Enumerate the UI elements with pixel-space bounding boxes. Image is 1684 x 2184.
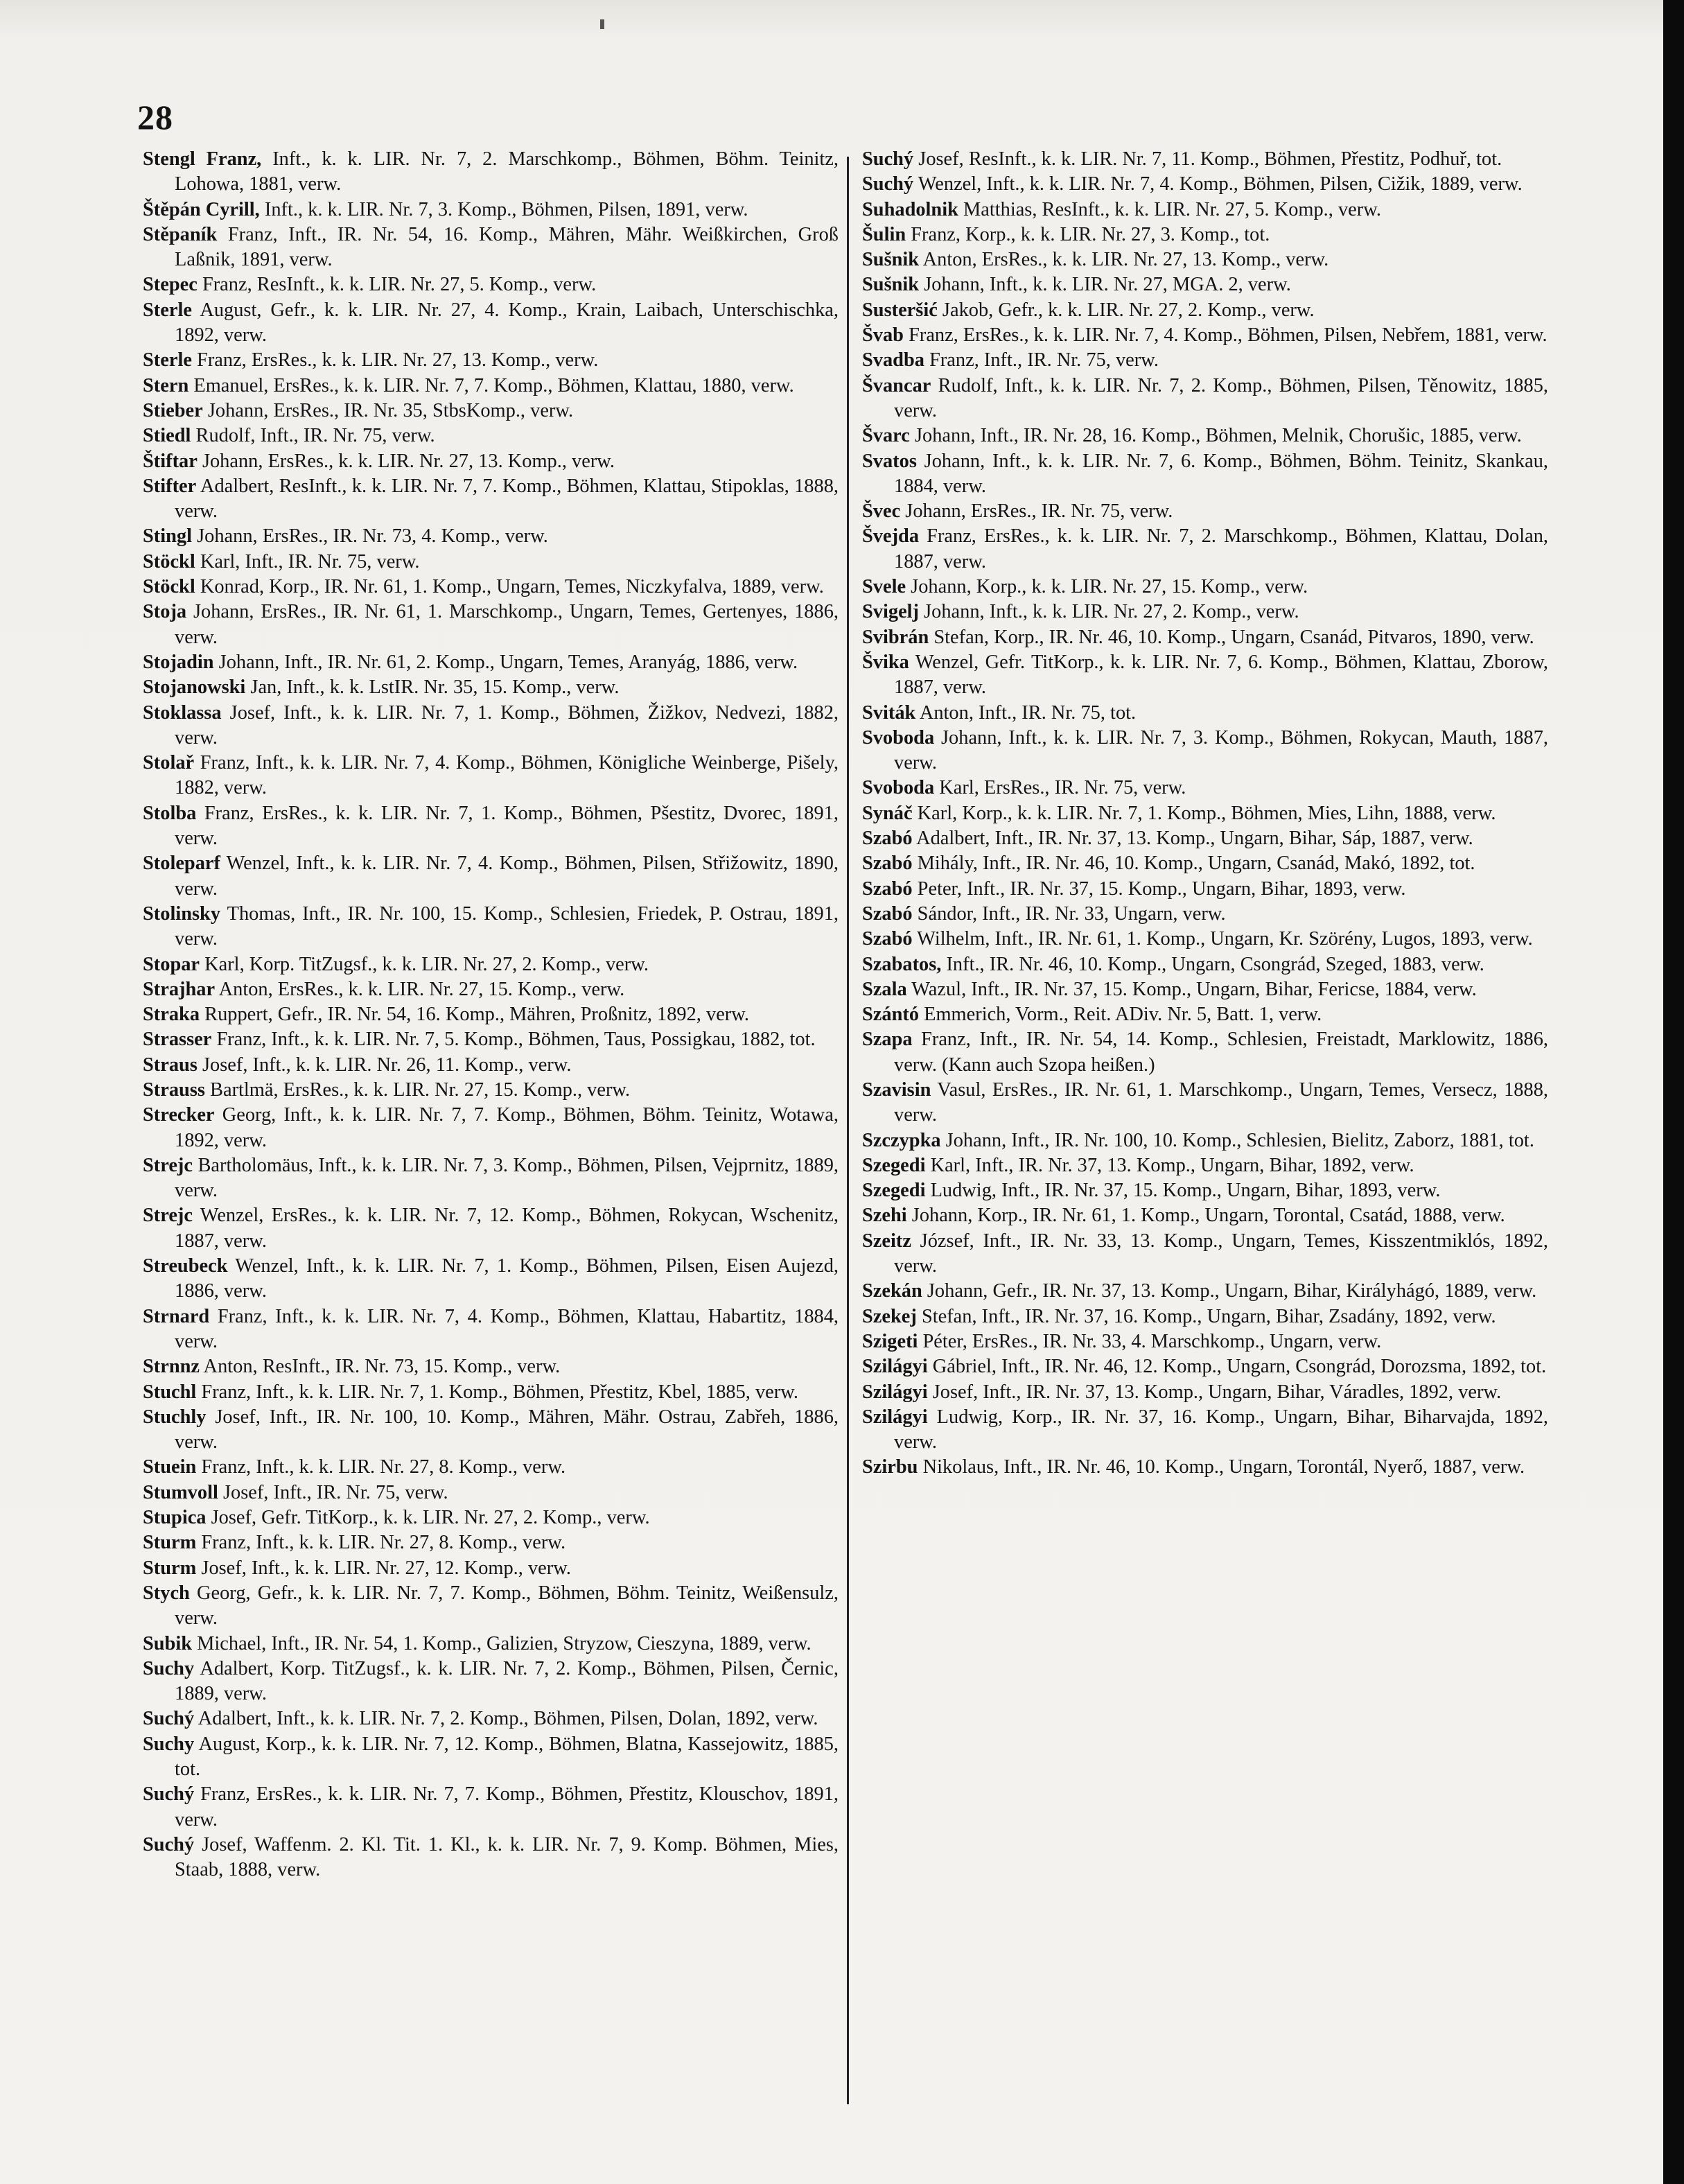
entry-surname: Szczypka: [862, 1129, 941, 1151]
entry-details: Franz, Korp., k. k. LIR. Nr. 27, 3. Komp., tot.: [906, 223, 1270, 245]
list-entry: [862, 1329, 1548, 1354]
entry-surname: Stoja: [143, 601, 187, 623]
entry-surname: Švancar: [862, 374, 931, 396]
entry-details: Johann, Inft., k. k. LIR. Nr. 7, 3. Komp., Böhmen, Rokycan, Mauth, 1887, verw.: [894, 726, 1548, 774]
entry-surname: Sušnik: [862, 249, 920, 271]
list-entry: [143, 1657, 839, 1707]
list-entry: [143, 423, 839, 448]
entry-surname: Strajhar: [143, 978, 216, 1000]
list-entry: [143, 701, 839, 751]
entry-surname: Strejc: [143, 1154, 193, 1176]
entry-surname: Streubeck: [143, 1255, 228, 1277]
entry-surname: Suchý: [862, 173, 914, 195]
list-entry: [862, 701, 1548, 726]
entry-surname: Straus: [143, 1054, 198, 1076]
entry-details: Adalbert, Korp. TitZugsf., k. k. LIR. Nr. 7, 2. Komp., Böhmen, Pilsen, Černic, 1889, verw.: [175, 1657, 839, 1705]
entry-details: Josef, Inft., k. k. LIR. Nr. 27, 12. Komp., verw.: [196, 1557, 571, 1579]
entry-surname: Szilágyi: [862, 1406, 928, 1428]
entry-details: Karl, ErsRes., IR. Nr. 75, verw.: [934, 777, 1186, 799]
entry-surname: Švab: [862, 324, 904, 347]
entry-details: Franz, Inft., k. k. LIR. Nr. 27, 8. Komp., verw.: [196, 1456, 566, 1478]
entry-surname: Szabó: [862, 877, 913, 900]
entry-surname: Szilágyi: [862, 1356, 928, 1378]
list-entry: [862, 927, 1548, 952]
entry-surname: Stingl: [143, 525, 193, 548]
list-entry: [143, 1053, 839, 1078]
list-entry: [143, 1505, 839, 1530]
entry-details: József, Inft., IR. Nr. 33, 13. Komp., Ungarn, Temes, Kisszentmiklós, 1892, verw.: [894, 1230, 1548, 1277]
entry-details: Bartholomäus, Inft., k. k. LIR. Nr. 7, 3. Komp., Böhmen, Pilsen, Vejprnitz, 1889, verw.: [175, 1154, 839, 1202]
entry-details: Georg, Gefr., k. k. LIR. Nr. 7, 7. Komp., Böhmen, Böhm. Teinitz, Weißensulz, verw.: [175, 1582, 839, 1630]
entry-surname: Svele: [862, 576, 906, 598]
column-divider: [847, 157, 849, 2104]
list-entry: [862, 272, 1548, 297]
list-entry: [862, 222, 1548, 247]
list-entry: [143, 575, 839, 600]
entry-details: Johann, ErsRes., IR. Nr. 61, 1. Marschkomp., Ungarn, Temes, Gertenyes, 1886, verw.: [175, 601, 839, 648]
entry-details: Johann, ErsRes., IR. Nr. 35, StbsKomp., verw.: [202, 399, 574, 421]
list-entry: [862, 449, 1548, 500]
list-entry: [862, 877, 1548, 902]
entry-details: Matthias, ResInft., k. k. LIR. Nr. 27, 5. Komp., verw.: [958, 198, 1381, 220]
entry-details: Stefan, Inft., IR. Nr. 37, 16. Komp., Ungarn, Bihar, Zsadány, 1892, verw.: [916, 1305, 1496, 1327]
entry-surname: Stöckl: [143, 550, 195, 573]
list-entry: [143, 1782, 839, 1833]
list-entry: [143, 198, 839, 222]
entry-details: Franz, Inft., k. k. LIR. Nr. 7, 4. Komp., Böhmen, Königliche Weinberge, Pišely, 1882, verw.: [175, 752, 839, 799]
entry-surname: Švec: [862, 500, 901, 523]
page-number: 28: [137, 98, 173, 137]
list-entry: [862, 902, 1548, 927]
entry-details: Johann, Inft., IR. Nr. 100, 10. Komp., Schlesien, Bielitz, Zaborz, 1881, tot.: [940, 1129, 1534, 1151]
entry-details: Franz, ResInft., k. k. LIR. Nr. 27, 5. Komp., verw.: [197, 274, 597, 296]
list-entry: [143, 374, 839, 399]
entry-surname: Suchy: [143, 1733, 195, 1755]
list-entry: [143, 1732, 839, 1783]
entry-surname: Svoboda: [862, 726, 935, 749]
entry-surname: Szeitz: [862, 1230, 911, 1252]
entry-surname: Suchy: [143, 1657, 195, 1679]
entry-details: Josef, Gefr. TitKorp., k. k. LIR. Nr. 27, 2. Komp., verw.: [206, 1507, 650, 1529]
list-entry: [143, 1354, 839, 1379]
entry-details: Franz, Inft., IR. Nr. 54, 16. Komp., Mähren, Mähr. Weißkirchen, Groß Laßnik, 1891, verw.: [175, 223, 839, 271]
entry-details: Johann, Gefr., IR. Nr. 37, 13. Komp., Ungarn, Bihar, Királyhágó, 1889, verw.: [922, 1280, 1537, 1302]
list-entry: [862, 147, 1548, 172]
list-entry: [143, 650, 839, 675]
entry-details: Karl, Inft., IR. Nr. 75, verw.: [195, 550, 420, 573]
entry-surname: Straka: [143, 1004, 200, 1026]
entry-details: Rudolf, Inft., IR. Nr. 75, verw.: [191, 425, 435, 447]
entry-details: Josef, Inft., IR. Nr. 100, 10. Komp., Mähren, Mähr. Ostrau, Zabřeh, 1886, verw.: [175, 1406, 839, 1453]
list-entry: [143, 272, 839, 297]
list-entry: [862, 423, 1548, 448]
entry-surname: Sterle: [143, 299, 192, 321]
list-entry: [143, 1203, 839, 1254]
entry-details: Georg, Inft., k. k. LIR. Nr. 7, 7. Komp., Böhmen, Böhm. Teinitz, Wotawa, 1892, verw.: [175, 1104, 839, 1151]
entry-surname: Stieber: [143, 399, 203, 421]
entry-details: Franz, Inft., IR. Nr. 54, 14. Komp., Schlesien, Freistadt, Marklowitz, 1886, verw. (Kann auch Szopa heißen.): [894, 1029, 1548, 1076]
list-entry: [143, 1078, 839, 1103]
entry-surname: Subik: [143, 1632, 193, 1654]
list-entry: [143, 1103, 839, 1153]
list-entry: [862, 1153, 1548, 1178]
entry-surname: Svatos: [862, 450, 917, 472]
list-entry: [143, 1027, 839, 1052]
entry-surname: Sturm: [143, 1557, 197, 1579]
list-entry: [143, 1405, 839, 1456]
entry-surname: Szavisin: [862, 1078, 931, 1101]
entry-details: Franz, Inft., k. k. LIR. Nr. 27, 8. Komp., verw.: [196, 1532, 566, 1554]
entry-surname: Švarc: [862, 425, 910, 447]
entry-surname: Szegedi: [862, 1154, 926, 1176]
list-entry: [143, 1833, 839, 1883]
list-entry: [143, 524, 839, 549]
entry-details: Nikolaus, Inft., IR. Nr. 46, 10. Komp., Ungarn, Torontál, Nyerő, 1887, verw.: [918, 1456, 1525, 1478]
entry-details: Johann, Korp., k. k. LIR. Nr. 27, 15. Komp., verw.: [906, 576, 1308, 598]
entry-details: Franz, ErsRes., k. k. LIR. Nr. 7, 7. Komp., Böhmen, Přestitz, Klouschov, 1891, verw.: [175, 1783, 839, 1831]
entry-details: Wenzel, Inft., k. k. LIR. Nr. 7, 1. Komp., Böhmen, Pilsen, Eisen Aujezd, 1886, verw.: [175, 1255, 839, 1302]
entry-details: Ludwig, Korp., IR. Nr. 37, 16. Komp., Ungarn, Bihar, Biharvajda, 1892, verw.: [894, 1406, 1548, 1453]
entry-surname: Stifter: [143, 475, 197, 497]
entry-surname: Sviták: [862, 701, 916, 724]
entry-surname: Stuchly: [143, 1406, 207, 1428]
entry-surname: Svibrán: [862, 626, 929, 648]
entry-surname: Suhadolnik: [862, 198, 958, 220]
entry-surname: Suchý: [143, 1833, 195, 1855]
entry-details: Franz, ErsRes., k. k. LIR. Nr. 7, 4. Komp., Böhmen, Pilsen, Nebřem, 1881, verw.: [903, 324, 1547, 347]
list-entry: [862, 1455, 1548, 1480]
entry-surname: Szabó: [862, 902, 913, 925]
entry-details: Franz, Inft., k. k. LIR. Nr. 7, 4. Komp., Böhmen, Klattau, Habartitz, 1884, verw.: [175, 1305, 839, 1352]
entry-details: Johann, Inft., IR. Nr. 28, 16. Komp., Böhmen, Melnik, Chorušic, 1885, verw.: [909, 425, 1522, 447]
entry-details: Johann, ErsRes., IR. Nr. 75, verw.: [900, 500, 1173, 523]
list-entry: [862, 1405, 1548, 1456]
entry-surname: Szapa: [862, 1029, 913, 1051]
entry-details: Franz, Inft., IR. Nr. 75, verw.: [924, 349, 1159, 372]
entry-surname: Szirbu: [862, 1456, 918, 1478]
entry-surname: Suchý: [143, 1708, 195, 1730]
entry-surname: Švejda: [862, 525, 920, 548]
list-entry: [862, 172, 1548, 197]
entry-details: Emanuel, ErsRes., k. k. LIR. Nr. 7, 7. Komp., Böhmen, Klattau, 1880, verw.: [188, 374, 794, 396]
entry-details: Franz, ErsRes., k. k. LIR. Nr. 7, 1. Komp., Böhmen, Pšestitz, Dvorec, 1891, verw.: [175, 802, 839, 850]
list-entry: [143, 1530, 839, 1555]
entry-details: Johann, ErsRes., k. k. LIR. Nr. 27, 13. Komp., verw.: [197, 450, 615, 472]
list-entry: [862, 1279, 1548, 1304]
entry-surname: Strnard: [143, 1305, 210, 1327]
entry-surname: Szekán: [862, 1280, 922, 1302]
list-entry: [143, 399, 839, 423]
entry-details: Anton, ErsRes., k. k. LIR. Nr. 27, 13. Komp., verw.: [919, 249, 1329, 271]
entry-details: Adalbert, ResInft., k. k. LIR. Nr. 7, 7. Komp., Böhmen, Klattau, Stipoklas, 1888, verw.: [175, 475, 839, 523]
list-entry: [143, 1380, 839, 1405]
entry-surname: Strasser: [143, 1029, 212, 1051]
list-entry: [143, 1153, 839, 1204]
list-entry: [143, 952, 839, 977]
entry-surname: Suchý: [862, 148, 914, 170]
entry-details: Ruppert, Gefr., IR. Nr. 54, 16. Komp., Mähren, Proßnitz, 1892, verw.: [200, 1004, 750, 1026]
entry-details: Wenzel, ErsRes., k. k. LIR. Nr. 7, 12. Komp., Böhmen, Rokycan, Wschenitz, 1887, verw.: [175, 1205, 839, 1252]
entry-details: Wazul, Inft., IR. Nr. 37, 15. Komp., Ungarn, Bihar, Fericse, 1884, verw.: [906, 978, 1477, 1000]
entry-details: Johann, Inft., k. k. LIR. Nr. 27, MGA. 2, verw.: [919, 274, 1291, 296]
entry-details: Anton, ErsRes., k. k. LIR. Nr. 27, 15. Komp., verw.: [215, 978, 625, 1000]
entry-surname: Strecker: [143, 1104, 215, 1126]
entry-details: Bartlmä, ErsRes., k. k. LIR. Nr. 27, 15. Komp., verw.: [204, 1078, 631, 1101]
entry-details: Johann, Inft., k. k. LIR. Nr. 27, 2. Komp., verw.: [919, 601, 1299, 623]
entry-details: Inft., IR. Nr. 46, 10. Komp., Ungarn, Csongrád, Szeged, 1883, verw.: [941, 953, 1484, 975]
list-entry: [143, 1254, 839, 1304]
list-entry: [143, 902, 839, 952]
entry-surname: Sturm: [143, 1532, 197, 1554]
right-column: [862, 147, 1548, 1480]
list-entry: [862, 1128, 1548, 1153]
list-entry: [143, 1632, 839, 1657]
entry-surname: Szala: [862, 978, 907, 1000]
entry-surname: Svadba: [862, 349, 924, 372]
entry-surname: Svoboda: [862, 777, 935, 799]
entry-surname: Stolba: [143, 802, 197, 824]
entry-surname: Stolař: [143, 752, 195, 774]
entry-surname: Stych: [143, 1582, 190, 1604]
entry-details: Johann, Inft., k. k. LIR. Nr. 7, 6. Komp., Böhmen, Böhm. Teinitz, Skankau, 1884, verw.: [894, 450, 1548, 497]
left-column: [143, 147, 839, 1882]
list-entry: [143, 977, 839, 1002]
list-entry: [143, 1455, 839, 1480]
list-entry: [862, 575, 1548, 600]
entry-surname: Stengl Franz,: [143, 148, 262, 170]
list-entry: [862, 247, 1548, 272]
entry-surname: Šulin: [862, 223, 906, 245]
list-entry: [862, 499, 1548, 524]
entry-details: Emmerich, Vorm., Reit. ADiv. Nr. 5, Batt. 1, verw.: [919, 1004, 1322, 1026]
entry-details: Franz, Inft., k. k. LIR. Nr. 7, 5. Komp., Böhmen, Taus, Possigkau, 1882, tot.: [211, 1029, 816, 1051]
entry-surname: Stolinsky: [143, 902, 221, 925]
entry-details: Johann, Korp., IR. Nr. 61, 1. Komp., Ungarn, Torontal, Csatád, 1888, verw.: [906, 1205, 1505, 1227]
entry-surname: Stojanowski: [143, 676, 246, 699]
list-entry: [143, 751, 839, 801]
entry-details: August, Korp., k. k. LIR. Nr. 7, 12. Komp., Böhmen, Blatna, Kassejowitz, 1885, tot.: [175, 1733, 839, 1780]
entry-details: Franz, Inft., k. k. LIR. Nr. 7, 1. Komp., Böhmen, Přestitz, Kbel, 1885, verw.: [196, 1381, 798, 1403]
entry-details: August, Gefr., k. k. LIR. Nr. 27, 4. Komp., Krain, Laibach, Unterschischka, 1892, verw.: [175, 299, 839, 347]
entry-surname: Szántó: [862, 1004, 920, 1026]
list-entry: [143, 348, 839, 373]
list-entry: [143, 298, 839, 349]
list-entry: [862, 826, 1548, 851]
entry-surname: Stojadin: [143, 651, 214, 673]
list-entry: [143, 550, 839, 575]
list-entry: [862, 1354, 1548, 1379]
entry-details: Josef, Inft., k. k. LIR. Nr. 26, 11. Komp., verw.: [197, 1054, 572, 1076]
list-entry: [862, 1178, 1548, 1203]
list-entry: [143, 1480, 839, 1505]
entry-surname: Stuchl: [143, 1381, 197, 1403]
entry-surname: Stupica: [143, 1507, 207, 1529]
list-entry: [862, 776, 1548, 801]
list-entry: [143, 147, 839, 198]
entry-details: Jakob, Gefr., k. k. LIR. Nr. 27, 2. Komp., verw.: [937, 299, 1315, 321]
entry-surname: Szegedi: [862, 1180, 926, 1202]
entry-details: Stefan, Korp., IR. Nr. 46, 10. Komp., Ungarn, Csanád, Pitvaros, 1890, verw.: [929, 626, 1534, 648]
entry-surname: Susteršić: [862, 299, 938, 321]
entry-surname: Szabó: [862, 853, 913, 875]
list-entry: [862, 600, 1548, 624]
entry-details: Sándor, Inft., IR. Nr. 33, Ungarn, verw.: [912, 902, 1226, 925]
list-entry: [862, 726, 1548, 776]
list-entry: [143, 222, 839, 273]
entry-details: Karl, Korp., k. k. LIR. Nr. 7, 1. Komp., Böhmen, Mies, Lihn, 1888, verw.: [912, 802, 1496, 824]
entry-details: Rudolf, Inft., k. k. LIR. Nr. 7, 2. Komp., Böhmen, Pilsen, Těnowitz, 1885, verw.: [894, 374, 1548, 421]
entry-surname: Synáč: [862, 802, 913, 824]
entry-surname: Stöckl: [143, 576, 195, 598]
list-entry: [862, 1002, 1548, 1027]
list-entry: [143, 675, 839, 700]
entry-details: Mihály, Inft., IR. Nr. 46, 10. Komp., Ungarn, Csanád, Makó, 1892, tot.: [912, 853, 1475, 875]
scan-edge: [1663, 0, 1684, 2184]
entry-surname: Švika: [862, 651, 909, 673]
entry-surname: Stoleparf: [143, 853, 220, 875]
list-entry: [862, 650, 1548, 701]
list-entry: [862, 374, 1548, 424]
entry-surname: Stoklassa: [143, 701, 222, 724]
entry-details: Johann, Inft., IR. Nr. 61, 2. Komp., Ungarn, Temes, Aranyág, 1886, verw.: [213, 651, 798, 673]
entry-surname: Szilágyi: [862, 1381, 928, 1403]
entry-surname: Szekej: [862, 1305, 917, 1327]
entry-surname: Štiftar: [143, 450, 198, 472]
entry-details: Franz, ErsRes., k. k. LIR. Nr. 27, 13. Komp., verw.: [191, 349, 599, 372]
list-entry: [143, 449, 839, 474]
entry-surname: Sterle: [143, 349, 192, 372]
entry-surname: Strauss: [143, 1078, 205, 1101]
entry-details: Gábriel, Inft., IR. Nr. 46, 12. Komp., Ungarn, Csongrád, Dorozsma, 1892, tot.: [927, 1356, 1547, 1378]
list-entry: [143, 801, 839, 852]
entry-surname: Szigeti: [862, 1330, 918, 1352]
list-entry: [143, 474, 839, 525]
entry-details: Wenzel, Inft., k. k. LIR. Nr. 7, 4. Komp., Böhmen, Pilsen, Cižik, 1889, verw.: [913, 173, 1523, 195]
entry-details: Inft., k. k. LIR. Nr. 7, 3. Komp., Böhmen, Pilsen, 1891, verw.: [259, 198, 748, 220]
list-entry: [862, 952, 1548, 977]
list-entry: [862, 1078, 1548, 1128]
entry-details: Josef, Inft., IR. Nr. 75, verw.: [218, 1481, 448, 1503]
list-entry: [143, 600, 839, 650]
list-entry: [143, 851, 839, 902]
entry-surname: Stern: [143, 374, 189, 396]
list-entry: [143, 1002, 839, 1027]
entry-surname: Stumvoll: [143, 1481, 218, 1503]
entry-details: Adalbert, Inft., IR. Nr. 37, 13. Komp., Ungarn, Bihar, Sáp, 1887, verw.: [912, 828, 1473, 850]
entry-details: Anton, Inft., IR. Nr. 75, tot.: [915, 701, 1137, 724]
entry-details: Jan, Inft., k. k. LstIR. Nr. 35, 15. Komp., verw.: [245, 676, 620, 699]
entry-details: Peter, Inft., IR. Nr. 37, 15. Komp., Ungarn, Bihar, 1893, verw.: [912, 877, 1406, 900]
list-entry: [862, 524, 1548, 575]
entry-surname: Štěpán Cyrill,: [143, 198, 260, 220]
entry-details: Josef, ResInft., k. k. LIR. Nr. 7, 11. Komp., Böhmen, Přestitz, Podhuř, tot.: [913, 148, 1502, 170]
entry-surname: Stuein: [143, 1456, 197, 1478]
entry-surname: Szabó: [862, 828, 913, 850]
entry-surname: Stepec: [143, 274, 198, 296]
entry-details: Wilhelm, Inft., IR. Nr. 61, 1. Komp., Ungarn, Kr. Szörény, Lugos, 1893, verw.: [912, 928, 1533, 950]
entry-surname: Stopar: [143, 953, 200, 975]
entry-surname: Szabatos,: [862, 953, 942, 975]
entry-details: Thomas, Inft., IR. Nr. 100, 15. Komp., Schlesien, Friedek, P. Ostrau, 1891, verw.: [175, 902, 839, 950]
list-entry: [862, 1027, 1548, 1078]
list-entry: [143, 1304, 839, 1355]
entry-details: Adalbert, Inft., k. k. LIR. Nr. 7, 2. Komp., Böhmen, Pilsen, Dolan, 1892, verw.: [194, 1708, 818, 1730]
entry-surname: Strnnz: [143, 1356, 200, 1378]
entry-details: Wenzel, Gefr. TitKorp., k. k. LIR. Nr. 7, 6. Komp., Böhmen, Klattau, Zborow, 1887, verw.: [894, 651, 1548, 699]
list-entry: [862, 198, 1548, 222]
list-entry: [862, 1304, 1548, 1329]
list-entry: [862, 1380, 1548, 1405]
list-entry: [862, 1203, 1548, 1228]
scan-mark: [600, 19, 604, 29]
entry-details: Josef, Inft., k. k. LIR. Nr. 7, 1. Komp., Böhmen, Žižkov, Nedvezi, 1882, verw.: [175, 701, 839, 749]
entry-details: Michael, Inft., IR. Nr. 54, 1. Komp., Galizien, Stryzow, Cieszyna, 1889, verw.: [192, 1632, 812, 1654]
entry-details: Vasul, ErsRes., IR. Nr. 61, 1. Marschkomp., Ungarn, Temes, Versecz, 1888, verw.: [894, 1078, 1548, 1126]
entry-details: Karl, Inft., IR. Nr. 37, 13. Komp., Ungarn, Bihar, 1892, verw.: [925, 1154, 1414, 1176]
entry-surname: Strejc: [143, 1205, 193, 1227]
list-entry: [862, 801, 1548, 826]
entry-details: Johann, ErsRes., IR. Nr. 73, 4. Komp., verw.: [192, 525, 548, 548]
list-entry: [862, 1229, 1548, 1279]
entry-surname: Svigelj: [862, 601, 920, 623]
entry-details: Anton, ResInft., IR. Nr. 73, 15. Komp., verw.: [200, 1356, 561, 1378]
entry-surname: Stěpaník: [143, 223, 218, 245]
entry-details: Konrad, Korp., IR. Nr. 61, 1. Komp., Ungarn, Temes, Niczkyfalva, 1889, verw.: [195, 576, 824, 598]
entry-details: Inft., k. k. LIR. Nr. 7, 2. Marschkomp., Böhmen, Böhm. Teinitz, Lohowa, 1881, verw.: [175, 148, 839, 195]
list-entry: [862, 851, 1548, 876]
entry-details: Franz, ErsRes., k. k. LIR. Nr. 7, 2. Marschkomp., Böhmen, Klattau, Dolan, 1887, verw.: [894, 525, 1548, 573]
list-entry: [862, 625, 1548, 650]
entry-surname: Sušnik: [862, 274, 920, 296]
entry-surname: Stiedl: [143, 425, 191, 447]
list-entry: [862, 348, 1548, 373]
list-entry: [862, 323, 1548, 348]
list-entry: [862, 977, 1548, 1002]
entry-details: Wenzel, Inft., k. k. LIR. Nr. 7, 4. Komp., Böhmen, Pilsen, Střižowitz, 1890, verw.: [175, 853, 839, 900]
entry-details: Josef, Inft., IR. Nr. 37, 13. Komp., Ungarn, Bihar, Váradles, 1892, verw.: [927, 1381, 1502, 1403]
entry-details: Ludwig, Inft., IR. Nr. 37, 15. Komp., Ungarn, Bihar, 1893, verw.: [925, 1180, 1441, 1202]
list-entry: [143, 1556, 839, 1581]
list-entry: [143, 1581, 839, 1632]
entry-details: Péter, ErsRes., IR. Nr. 33, 4. Marschkomp., Ungarn, verw.: [918, 1330, 1382, 1352]
list-entry: [862, 298, 1548, 323]
list-entry: [143, 1706, 839, 1731]
entry-surname: Szabó: [862, 928, 913, 950]
entry-details: Karl, Korp. TitZugsf., k. k. LIR. Nr. 27, 2. Komp., verw.: [200, 953, 649, 975]
entry-details: Josef, Waffenm. 2. Kl. Tit. 1. Kl., k. k. LIR. Nr. 7, 9. Komp. Böhmen, Mies, Staab, 1888, verw.: [175, 1833, 839, 1881]
entry-surname: Suchý: [143, 1783, 195, 1806]
entry-surname: Szehi: [862, 1205, 907, 1227]
